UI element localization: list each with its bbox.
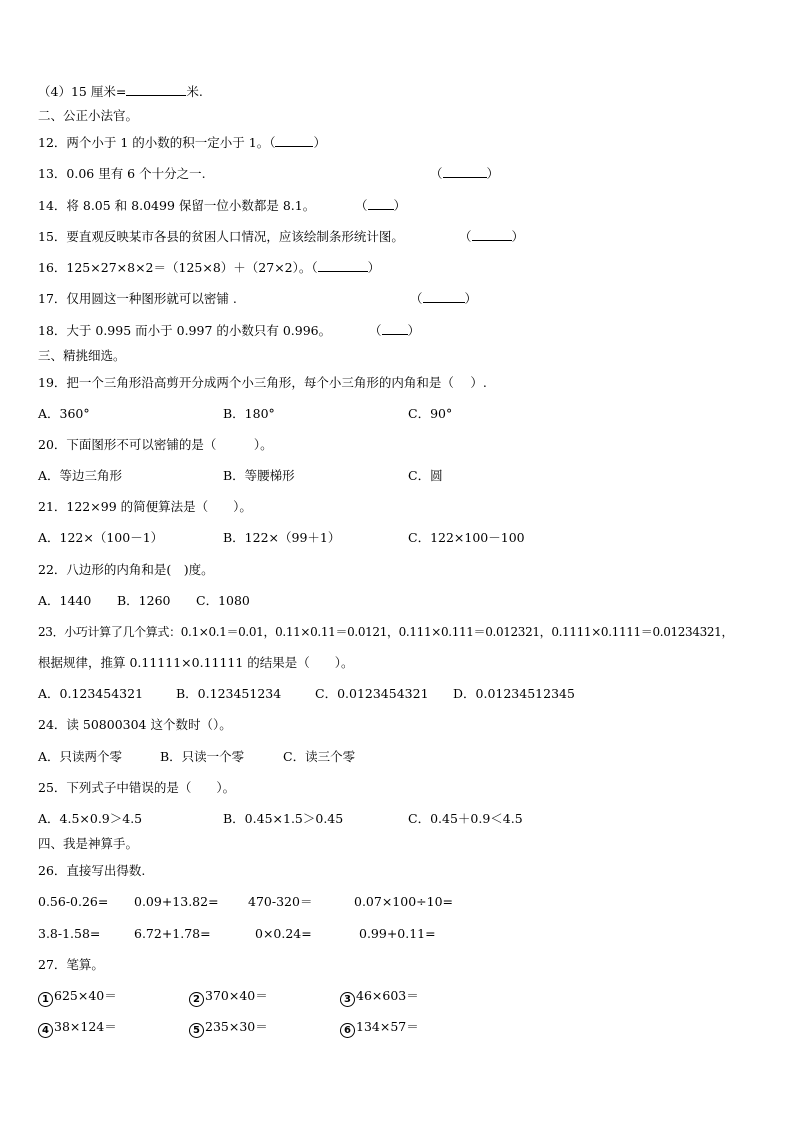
written-calc-item: 6 134×57＝	[340, 1019, 419, 1038]
answer-bracket-18: （ ）	[369, 323, 421, 338]
answer-blank	[472, 229, 512, 241]
question-20: 20．下面图形不可以密铺的是（ ）。	[38, 437, 273, 452]
calc-item: 0×0.24=	[255, 926, 312, 941]
option-22-c: C．1080	[196, 593, 250, 608]
option-19-c: C．90°	[408, 406, 453, 421]
option-25-b: B．0.45×1.5＞0.45	[223, 811, 344, 826]
calc-item: 0.07×100÷10=	[354, 894, 454, 909]
question-21: 21．122×99 的简便算法是（ ）。	[38, 499, 252, 514]
answer-blank	[382, 323, 408, 335]
option-23-c: C．0.0123454321	[315, 686, 429, 701]
question-13: 13．0.06 里有 6 个十分之一.	[38, 166, 206, 181]
answer-bracket-14: （ ）	[355, 198, 407, 213]
option-25-c: C．0.45＋0.9＜4.5	[408, 811, 523, 826]
written-calc-item: 1 625×40＝	[38, 988, 117, 1007]
calc-item: 6.72+1.78=	[134, 926, 211, 941]
option-19-a: A．360°	[38, 406, 90, 421]
answer-blank	[423, 291, 465, 303]
circled-number: 3	[340, 992, 355, 1007]
option-21-c: C．122×100－100	[408, 530, 525, 545]
section-heading-3: 三、精挑细选。	[38, 348, 126, 363]
question-11-4: （4）15 厘米= 米.	[38, 84, 203, 99]
question-18: 18．大于 0.995 而小于 0.997 的小数只有 0.996。	[38, 323, 332, 338]
calc-item: 0.56-0.26=	[38, 894, 109, 909]
circled-number: 2	[189, 992, 204, 1007]
option-22-a: A．1440	[38, 593, 92, 608]
question-19: 19．把一个三角形沿高剪开分成两个小三角形，每个小三角形的内角和是（ ）.	[38, 375, 487, 390]
question-14: 14．将 8.05 和 8.0499 保留一位小数都是 8.1。	[38, 198, 316, 213]
written-calc-item: 3 46×603＝	[340, 988, 419, 1007]
circled-number: 1	[38, 992, 53, 1007]
written-calc-item: 2 370×40＝	[189, 988, 268, 1007]
option-24-c: C．读三个零	[283, 749, 356, 764]
option-25-a: A．4.5×0.9＞4.5	[38, 811, 143, 826]
question-26: 26．直接写出得数.	[38, 863, 146, 878]
question-17: 17．仅用圆这一种图形就可以密铺 .	[38, 291, 237, 306]
answer-bracket-13: （ ）	[430, 166, 500, 181]
circled-number: 6	[340, 1023, 355, 1038]
option-23-a: A．0.123454321	[38, 686, 144, 701]
question-15: 15．要直观反映某市各县的贫困人口情况，应该绘制条形统计图。	[38, 229, 404, 244]
option-21-a: A．122×（100－1）	[38, 530, 164, 545]
question-22: 22．八边形的内角和是( )度。	[38, 562, 214, 577]
answer-blank	[443, 166, 487, 178]
option-20-c: C．圆	[408, 468, 443, 483]
question-16: 16．125×27×8×2＝（125×8）＋（27×2）。（ ）	[38, 260, 381, 275]
calc-item: 3.8-1.58=	[38, 926, 101, 941]
option-19-b: B．180°	[223, 406, 275, 421]
answer-blank	[318, 260, 368, 272]
answer-blank	[368, 198, 394, 210]
section-heading-2: 二、公正小法官。	[38, 108, 139, 123]
option-21-b: B．122×（99＋1）	[223, 530, 341, 545]
question-25: 25．下列式子中错误的是（ ）。	[38, 780, 236, 795]
option-23-d: D．0.01234512345	[453, 686, 575, 701]
circled-number: 5	[189, 1023, 204, 1038]
answer-bracket-15: （ ）	[459, 229, 525, 244]
calc-item: 0.09+13.82=	[134, 894, 219, 909]
answer-bracket-17: （ ）	[410, 291, 478, 306]
answer-blank	[275, 135, 313, 147]
option-22-b: B．1260	[117, 593, 171, 608]
option-23-b: B．0.123451234	[176, 686, 282, 701]
calc-item: 0.99+0.11=	[359, 926, 436, 941]
option-20-b: B．等腰梯形	[223, 468, 295, 483]
section-heading-4: 四、我是神算手。	[38, 836, 139, 851]
circled-number: 4	[38, 1023, 53, 1038]
question-24: 24．读 50800304 这个数时（）。	[38, 717, 232, 732]
answer-blank	[126, 84, 186, 96]
option-24-a: A．只读两个零	[38, 749, 123, 764]
option-20-a: A．等边三角形	[38, 468, 123, 483]
question-23-line2: 根据规律，推算 0.11111×0.11111 的结果是（ ）。	[38, 655, 354, 670]
question-23: 23．小巧计算了几个算式：0.1×0.1＝0.01，0.11×0.11＝0.0121，0.111×0.111＝0.012321，0.1111×0.1111＝0.01234321，	[38, 625, 734, 639]
calc-item: 470-320＝	[248, 894, 313, 909]
written-calc-item: 5 235×30＝	[189, 1019, 268, 1038]
written-calc-item: 4 38×124＝	[38, 1019, 117, 1038]
question-12: 12．两个小于 1 的小数的积一定小于 1。（ ）	[38, 135, 326, 150]
option-24-b: B．只读一个零	[160, 749, 245, 764]
question-27: 27．笔算。	[38, 957, 104, 972]
